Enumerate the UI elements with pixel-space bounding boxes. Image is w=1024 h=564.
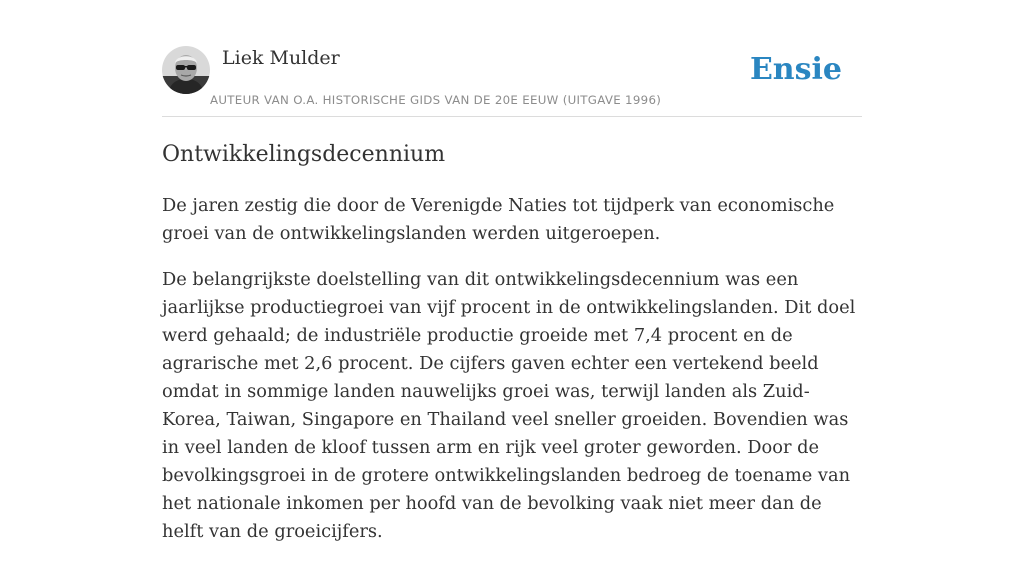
avatar-portrait-icon: [162, 46, 210, 94]
author-subtitle: AUTEUR VAN O.A. HISTORISCHE GIDS VAN DE 20E EEUW (UITGAVE 1996): [210, 93, 662, 107]
author-name[interactable]: Liek Mulder: [222, 47, 340, 69]
article-body: [162, 192, 862, 564]
article-paragraph-main: De belangrijkste doelstelling van dit ontwikkelingsdecennium was een jaarlijkse productiegroei van vijf procent in de ontwikkelingslanden. Dit doel werd gehaald; de industriële productie groeide met 7,4 procent en de agrarische met 2,6 procent. De cijfers gaven echter een vertekend beeld omdat in sommige landen nauwelijks groei was, terwijl landen als Zuid-Korea, Taiwan, Singapore en Thailand veel sneller groeiden. Bovendien was in veel landen de kloof tussen arm en rijk veel groter geworden. Door de bevolkingsgroei in de grotere ontwikkelingslanden bedroeg de toename van het nationale inkomen per hoofd van de bevolking vaak niet meer dan de helft van de groeicijfers.: [162, 269, 856, 542]
author-header: [162, 46, 862, 117]
article-paragraph-intro: De jaren zestig die door de Verenigde Naties tot tijdperk van economische groei van de ontwikkelingslanden werden uitgeroepen.: [162, 195, 835, 244]
article-title: Ontwikkelingsdecennium: [162, 142, 446, 167]
author-avatar[interactable]: [162, 46, 210, 94]
brand-logo[interactable]: Ensie: [749, 52, 842, 87]
